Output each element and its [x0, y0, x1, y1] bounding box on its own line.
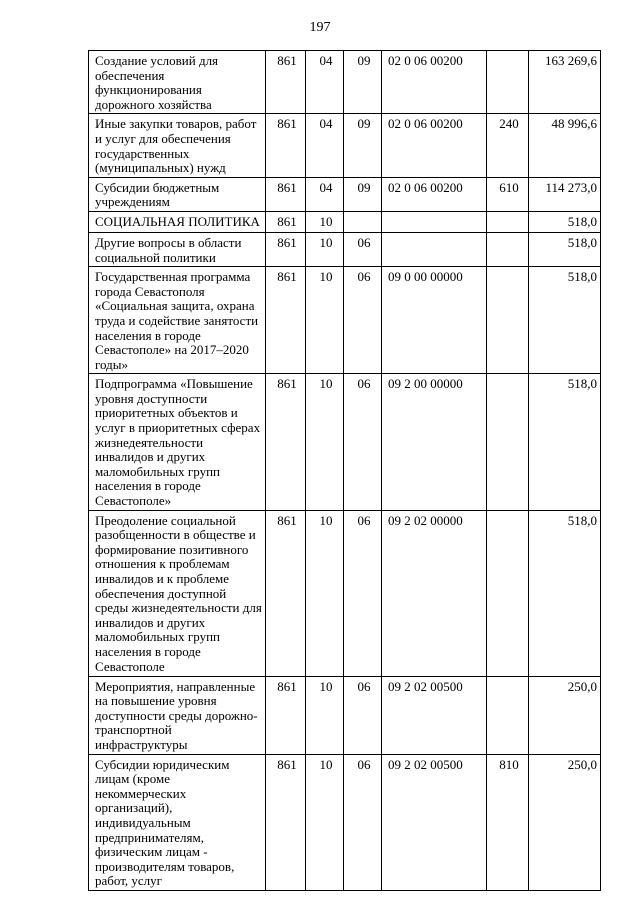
- page-number: 197: [309, 20, 331, 35]
- row-name: Субсидии юридическим лицам (кроме некоммерческих организаций), индивидуальным предпринимателям, физическим лицам - производителям товаров, работ, услуг: [89, 754, 266, 890]
- row-amount: 518,0: [529, 267, 601, 374]
- row-section: 10: [306, 211, 344, 232]
- row-expense-type: [487, 51, 529, 114]
- row-section: 10: [306, 676, 344, 754]
- row-amount: 250,0: [529, 676, 601, 754]
- row-target-article: 02 0 06 00200: [382, 114, 487, 177]
- row-expense-type: 810: [487, 754, 529, 890]
- table-row: [89, 114, 601, 177]
- row-subsection: 06: [344, 754, 382, 890]
- row-subsection: 09: [344, 114, 382, 177]
- row-name: СОЦИАЛЬНАЯ ПОЛИТИКА: [89, 211, 266, 232]
- row-name: Подпрограмма «Повышение уровня доступности приоритетных объектов и услуг в приоритетных сферах жизнедеятельности инвалидов и других маломобильных групп населения в городе Севастополе»: [89, 374, 266, 510]
- table-row: [89, 177, 601, 211]
- row-ved: 861: [266, 211, 306, 232]
- row-ved: 861: [266, 267, 306, 374]
- row-amount: 518,0: [529, 374, 601, 510]
- table-row: [89, 676, 601, 754]
- table-row: [89, 754, 601, 890]
- row-expense-type: [487, 267, 529, 374]
- row-name: Иные закупки товаров, работ и услуг для обеспечения государственных (муниципальных) нужд: [89, 114, 266, 177]
- row-expense-type: 240: [487, 114, 529, 177]
- row-section: 04: [306, 114, 344, 177]
- row-target-article: 02 0 06 00200: [382, 51, 487, 114]
- row-ved: 861: [266, 51, 306, 114]
- row-subsection: 06: [344, 676, 382, 754]
- row-subsection: [344, 211, 382, 232]
- row-amount: 518,0: [529, 510, 601, 676]
- row-ved: 861: [266, 177, 306, 211]
- row-ved: 861: [266, 374, 306, 510]
- row-name: Создание условий для обеспечения функционирования дорожного хозяйства: [89, 51, 266, 114]
- row-name: Мероприятия, направленные на повышение уровня доступности среды дорожно-транспортной инфраструктуры: [89, 676, 266, 754]
- row-section: 04: [306, 51, 344, 114]
- row-section: 10: [306, 510, 344, 676]
- table-row: [89, 211, 601, 232]
- row-subsection: 06: [344, 232, 382, 266]
- row-section: 10: [306, 374, 344, 510]
- row-ved: 861: [266, 676, 306, 754]
- row-target-article: 09 2 02 00500: [382, 754, 487, 890]
- budget-table: [88, 50, 601, 891]
- table-row: [89, 51, 601, 114]
- row-expense-type: [487, 676, 529, 754]
- row-amount: 114 273,0: [529, 177, 601, 211]
- table-row: [89, 232, 601, 266]
- row-name: Государственная программа города Севастополя «Социальная защита, охрана труда и содействие занятости населения в городе Севастополе» на 2017–2020 годы»: [89, 267, 266, 374]
- row-amount: 163 269,6: [529, 51, 601, 114]
- row-expense-type: [487, 510, 529, 676]
- row-ved: 861: [266, 510, 306, 676]
- row-expense-type: 610: [487, 177, 529, 211]
- table-row: [89, 510, 601, 676]
- row-amount: 250,0: [529, 754, 601, 890]
- row-section: 10: [306, 267, 344, 374]
- row-ved: 861: [266, 754, 306, 890]
- row-target-article: 09 2 02 00500: [382, 676, 487, 754]
- row-section: 04: [306, 177, 344, 211]
- row-amount: 518,0: [529, 232, 601, 266]
- row-target-article: 09 2 02 00000: [382, 510, 487, 676]
- row-target-article: 09 0 00 00000: [382, 267, 487, 374]
- row-name: Субсидии бюджетным учреждениям: [89, 177, 266, 211]
- row-target-article: 02 0 06 00200: [382, 177, 487, 211]
- row-expense-type: [487, 374, 529, 510]
- row-amount: 48 996,6: [529, 114, 601, 177]
- row-ved: 861: [266, 114, 306, 177]
- row-name: Преодоление социальной разобщенности в обществе и формирование позитивного отношения к проблемам инвалидов и к проблеме обеспечения доступной среды жизнедеятельности для инвалидов и других маломобильных групп населения в городе Севастополе: [89, 510, 266, 676]
- row-section: 10: [306, 754, 344, 890]
- row-name: Другие вопросы в области социальной политики: [89, 232, 266, 266]
- row-section: 10: [306, 232, 344, 266]
- row-expense-type: [487, 232, 529, 266]
- row-target-article: 09 2 00 00000: [382, 374, 487, 510]
- row-subsection: 06: [344, 510, 382, 676]
- row-subsection: 06: [344, 374, 382, 510]
- row-target-article: [382, 211, 487, 232]
- table-row: [89, 374, 601, 510]
- row-ved: 861: [266, 232, 306, 266]
- row-expense-type: [487, 211, 529, 232]
- row-subsection: 09: [344, 51, 382, 114]
- row-subsection: 06: [344, 267, 382, 374]
- row-subsection: 09: [344, 177, 382, 211]
- row-amount: 518,0: [529, 211, 601, 232]
- table-row: [89, 267, 601, 374]
- row-target-article: [382, 232, 487, 266]
